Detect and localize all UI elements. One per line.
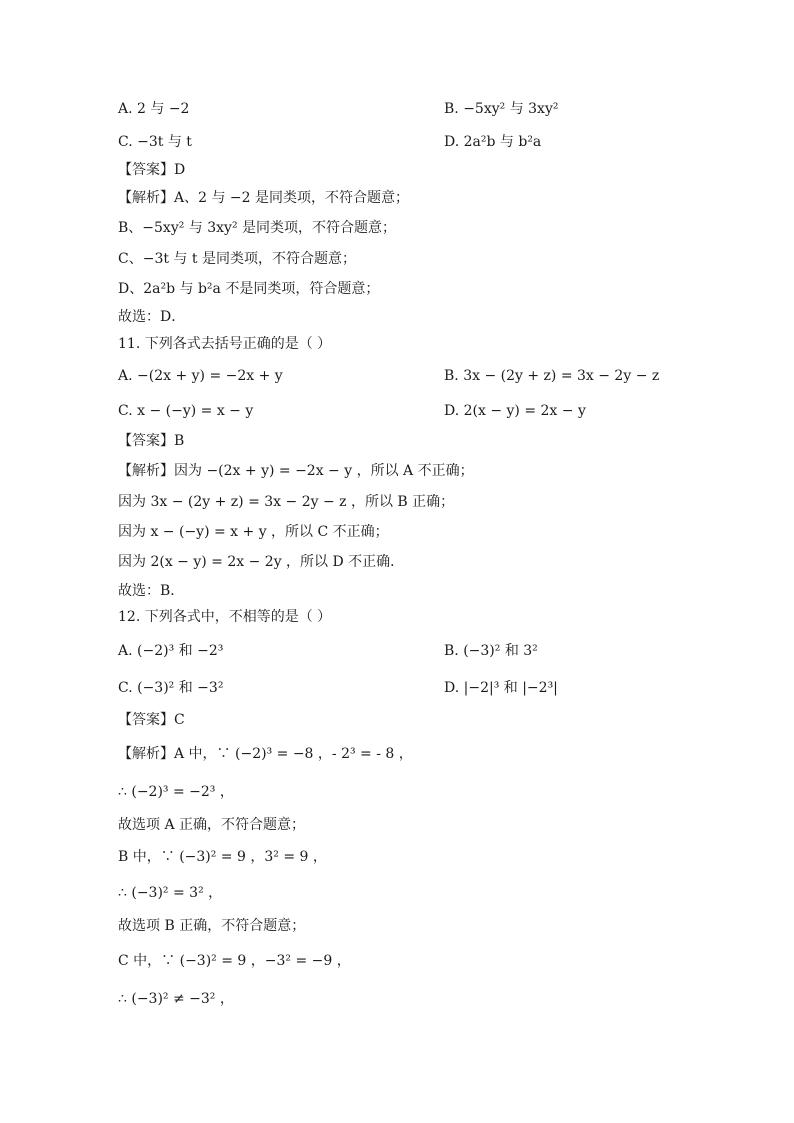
q10-analysis-line: C、−3t 与 t 是同类项，不符合题意； — [118, 251, 356, 267]
q10-answer: 【答案】D — [118, 162, 186, 178]
q10-analysis-line: 故选：D． — [118, 309, 186, 325]
q11-option-b: B. 3x − (2y + z) = 3x − 2y − z — [444, 368, 660, 384]
q10-option-b: B. −5xy² 与 3xy² — [444, 101, 559, 117]
q12-analysis-line: C 中，∵ (−3)² = 9 ，−3² = −9 ， — [118, 953, 351, 969]
q12-answer: 【答案】C — [118, 712, 185, 728]
q10-option-d: D. 2a²b 与 b²a — [444, 134, 542, 150]
q12-option-b: B. (−3)² 和 3² — [444, 643, 538, 659]
q12-analysis-line: ∴ (−3)² = 3² ， — [118, 885, 223, 901]
q11-option-c: C. x − (−y) = x − y — [118, 403, 254, 419]
q10-analysis-line: D、2a²b 与 b²a 不是同类项，符合题意； — [118, 281, 380, 297]
q11-analysis-line: 因为 2(x − y) = 2x − 2y ，所以 D 不正确． — [118, 554, 405, 570]
q12-analysis-line: ∴ (−3)² ≠ −3² ， — [118, 991, 234, 1007]
q11-analysis-line: 故选：B． — [118, 583, 185, 599]
q11-option-a: A. −(2x + y) = −2x + y — [118, 368, 283, 384]
q12-option-d: D. |−2|³ 和 |−2³| — [444, 680, 558, 696]
q11-option-d: D. 2(x − y) = 2x − y — [444, 403, 586, 419]
q12-analysis-line: B 中，∵ (−3)² = 9 ，3² = 9 ， — [118, 849, 327, 865]
q12-option-c: C. (−3)² 和 −3² — [118, 680, 224, 696]
q12-option-a: A. (−2)³ 和 −2³ — [118, 643, 224, 659]
q12-stem: 12. 下列各式中，不相等的是（ ） — [118, 609, 332, 625]
q12-analysis-line: 故选项 A 正确，不符合题意； — [118, 817, 306, 833]
q11-stem: 11. 下列各式去括号正确的是（ ） — [118, 336, 332, 352]
q12-analysis-line: ∴ (−2)³ = −2³ ， — [118, 784, 234, 800]
q12-analysis-line: 故选项 B 正确，不符合题意； — [118, 918, 306, 934]
q10-option-a: A. 2 与 −2 — [118, 101, 190, 117]
q10-option-c: C. −3t 与 t — [118, 134, 192, 150]
q11-analysis-line: 【解析】因为 −(2x + y) = −2x − y ，所以 A 不正确； — [118, 463, 474, 479]
q11-answer: 【答案】B — [118, 433, 185, 449]
q12-analysis-line: 【解析】A 中，∵ (−2)³ = −8 ，- 2³ = - 8 ， — [118, 746, 413, 762]
q10-analysis-line: B、−5xy² 与 3xy² 是同类项，不符合题意； — [118, 220, 397, 236]
q10-analysis-line: 【解析】A、2 与 −2 是同类项，不符合题意； — [118, 190, 410, 206]
q11-analysis-line: 因为 x − (−y) = x + y ，所以 C 不正确； — [118, 524, 389, 540]
q11-analysis-line: 因为 3x − (2y + z) = 3x − 2y − z ，所以 B 正确； — [118, 494, 455, 510]
